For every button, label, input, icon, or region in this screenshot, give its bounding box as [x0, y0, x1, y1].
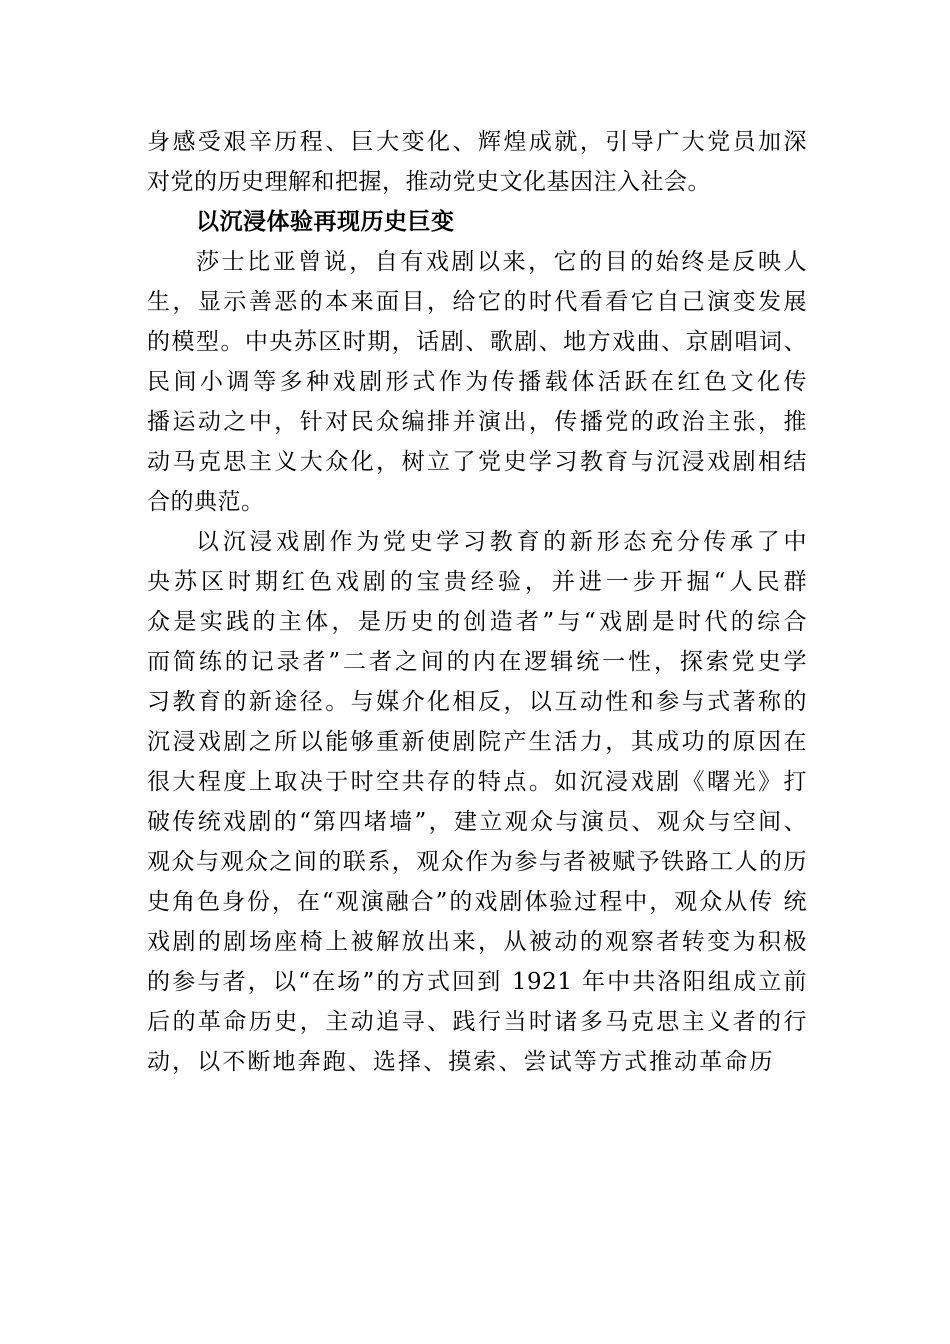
- paragraph-2-line: 观众与观众之间的联系，观众作为参与者被赋予铁路工人的历: [147, 849, 807, 875]
- paragraph-2-line: 很大程度上取决于时空共存的特点。如沉浸戏剧《曙光》打: [147, 769, 807, 795]
- paragraph-2-line: 众是实践的主体，是历史的创造者”与“戏剧是时代的综合: [147, 609, 807, 635]
- paragraph-2-line: 央苏区时期红色戏剧的宝贵经验，并进一步开掘“人民群: [147, 569, 807, 595]
- paragraph-2-line: 的参与者，以“在场”的方式回到 1921 年中共洛阳组成立前: [147, 969, 807, 995]
- paragraph-1-line: 生，显示善恶的本来面目，给它的时代看看它自己演变发展: [147, 289, 807, 315]
- paragraph-2-line: 后的革命历史，主动追寻、践行当时诸多马克思主义者的行: [147, 1009, 807, 1035]
- paragraph-1-line: 动马克思主义大众化，树立了党史学习教育与沉浸戏剧相结: [147, 449, 807, 475]
- paragraph-2-line: 以沉浸戏剧作为党史学习教育的新形态充分传承了中: [196, 529, 807, 555]
- paragraph-2-line: 动，以不断地奔跑、选择、摸索、尝试等方式推动革命历: [147, 1049, 773, 1075]
- paragraph-2-line: 习教育的新途径。与媒介化相反，以互动性和参与式著称的: [147, 689, 807, 715]
- intro-line: 身感受艰辛历程、巨大变化、辉煌成就，引导广大党员加深: [147, 129, 807, 155]
- paragraph-2-line: 戏剧的剧场座椅上被解放出来，从被动的观察者转变为积极: [147, 929, 807, 955]
- intro-line: 对党的历史理解和把握，推动党史文化基因注入社会。: [147, 169, 711, 195]
- paragraph-1-line: 播运动之中，针对民众编排并演出，传播党的政治主张，推: [147, 409, 807, 435]
- paragraph-1-line: 合的典范。: [147, 489, 265, 515]
- paragraph-1-line: 民间小调等多种戏剧形式作为传播载体活跃在红色文化传: [147, 369, 807, 395]
- section-heading: 以沉浸体验再现历史巨变: [196, 209, 455, 235]
- paragraph-2-line: 史角色身份，在“观演融合”的戏剧体验过程中，观众从传 统: [147, 889, 807, 915]
- paragraph-2-line: 而简练的记录者”二者之间的内在逻辑统一性，探索党史学: [147, 649, 807, 675]
- paragraph-1-line: 莎士比亚曾说，自有戏剧以来，它的目的始终是反映人: [196, 249, 807, 275]
- paragraph-2-line: 破传统戏剧的“第四堵墙”，建立观众与演员、观众与空间、: [147, 809, 807, 835]
- paragraph-2-line: 沉浸戏剧之所以能够重新使剧院产生活力，其成功的原因在: [147, 729, 807, 755]
- paragraph-1-line: 的模型。中央苏区时期，话剧、歌剧、地方戏曲、京剧唱词、: [147, 329, 807, 355]
